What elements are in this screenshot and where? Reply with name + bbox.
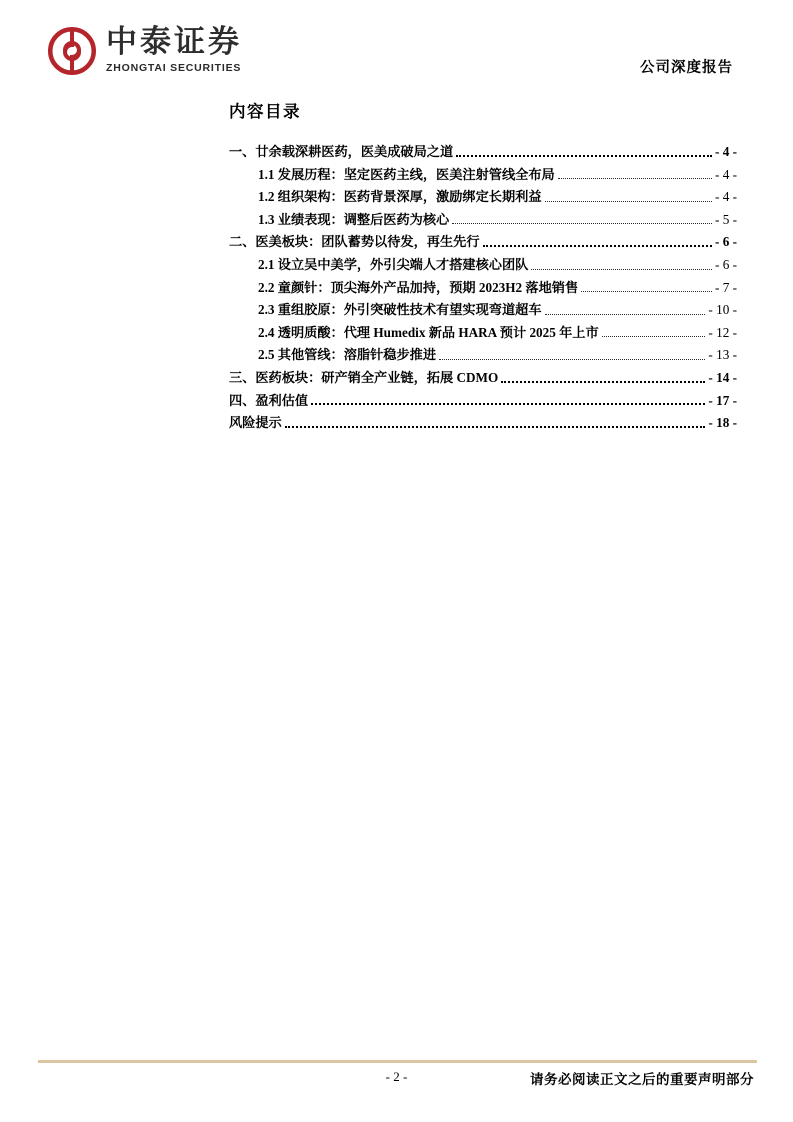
toc-entry-page: - 10 -	[708, 302, 737, 318]
toc-entry-label: 1.2 组织架构：医药背景深厚，激励绑定长期利益	[258, 189, 542, 205]
brand-name-en: ZHONGTAI SECURITIES	[106, 61, 242, 74]
toc-entry-label: 2.3 重组胶原：外引突破性技术有望实现弯道超车	[258, 302, 542, 318]
brand-header	[47, 26, 242, 76]
footer-page-number: - 2 -	[385, 1069, 408, 1084]
toc-entry-label: 1.1 发展历程：坚定医药主线，医美注射管线全布局	[258, 166, 555, 182]
toc-entry-page: - 5 -	[715, 211, 737, 227]
toc-entry[interactable]	[229, 183, 737, 206]
toc-leader-dots	[452, 223, 712, 224]
toc-leader-dots	[456, 155, 712, 157]
toc-entry-page: - 12 -	[708, 324, 737, 340]
toc-entry-label: 一、廿余载深耕医药，医美成破局之道	[229, 144, 454, 160]
toc-entry-page: - 6 -	[715, 234, 737, 250]
toc-leader-dots	[545, 201, 712, 202]
toc-entry-label: 2.4 透明质酸：代理 Humedix 新品 HARA 预计 2025 年上市	[258, 324, 599, 340]
toc-leader-dots	[531, 269, 712, 270]
toc-entry[interactable]	[229, 206, 737, 229]
toc-entry[interactable]	[229, 341, 737, 364]
toc-entry[interactable]	[229, 274, 737, 297]
toc-entry-page: - 6 -	[715, 257, 737, 273]
toc-entry[interactable]	[229, 296, 737, 319]
toc-entry[interactable]	[229, 319, 737, 342]
toc-entry[interactable]	[229, 138, 737, 161]
toc-entry[interactable]	[229, 364, 737, 387]
table-of-contents	[229, 98, 737, 432]
zhongtai-logo-icon	[47, 26, 97, 76]
toc-leader-dots	[602, 336, 706, 337]
toc-entry[interactable]	[229, 228, 737, 251]
toc-entry-page: - 4 -	[715, 166, 737, 182]
toc-entry[interactable]	[229, 161, 737, 184]
toc-leader-dots	[285, 426, 706, 428]
toc-leader-dots	[558, 178, 712, 179]
toc-entry-label: 2.5 其他管线：溶脂针稳步推进	[258, 347, 437, 363]
toc-leader-dots	[581, 291, 712, 292]
toc-entry-page: - 18 -	[708, 415, 737, 431]
toc-entry-label: 二、医美板块：团队蓄势以待发，再生先行	[229, 234, 480, 250]
toc-entry-page: - 4 -	[715, 189, 737, 205]
toc-leader-dots	[501, 381, 705, 383]
toc-leader-dots	[483, 245, 712, 247]
toc-entry-page: - 13 -	[708, 347, 737, 363]
toc-entry-page: - 14 -	[708, 370, 737, 386]
toc-entry-label: 风险提示	[229, 415, 282, 431]
toc-leader-dots	[311, 403, 705, 405]
toc-entry[interactable]	[229, 251, 737, 274]
toc-entry[interactable]	[229, 409, 737, 432]
toc-entry-label: 三、医药板块：研产销全产业链，拓展 CDMO	[229, 370, 499, 386]
brand-name-cn: 中泰证券	[106, 24, 242, 59]
report-type-label: 公司深度报告	[640, 60, 733, 76]
brand-text	[106, 26, 242, 74]
toc-entry-page: - 4 -	[715, 144, 737, 160]
toc-entry[interactable]	[229, 387, 737, 410]
toc-entry-label: 2.2 童颜针：顶尖海外产品加持，预期 2023H2 落地销售	[258, 279, 579, 295]
toc-entry-label: 四、盈利估值	[229, 392, 309, 408]
footer-disclaimer: 请务必阅读正文之后的重要声明部分	[530, 1072, 754, 1087]
toc-entry-label: 1.3 业绩表现：调整后医药为核心	[258, 211, 450, 227]
toc-entry-page: - 7 -	[715, 279, 737, 295]
toc-leader-dots	[545, 314, 706, 315]
toc-leader-dots	[439, 359, 705, 360]
footer-divider	[38, 1060, 757, 1063]
toc-entry-label: 2.1 设立吴中美学，外引尖端人才搭建核心团队	[258, 257, 529, 273]
toc-title: 内容目录	[229, 102, 301, 121]
toc-entry-page: - 17 -	[708, 392, 737, 408]
